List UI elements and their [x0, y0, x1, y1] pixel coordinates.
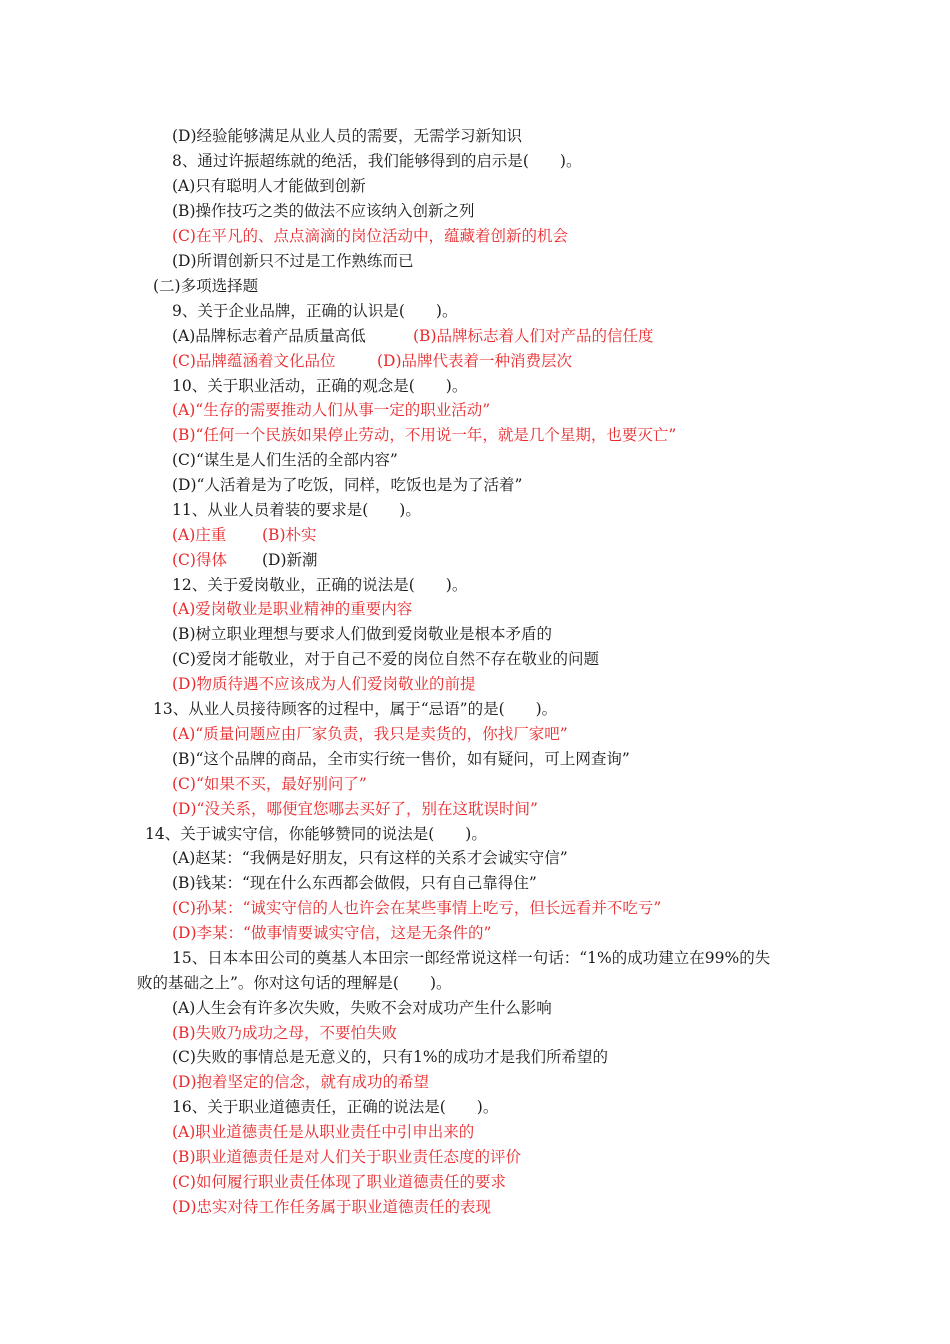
q15-option-c: (C)失败的事情总是无意义的，只有1%的成功才是我们所希望的 — [172, 1048, 609, 1066]
q9-option-c: (C)品牌蕴涵着文化品位 — [172, 352, 336, 370]
q12-option-b: (B)树立职业理想与要求人们做到爱岗敬业是根本矛盾的 — [172, 625, 552, 643]
q8-option-b: (B)操作技巧之类的做法不应该纳入创新之列 — [172, 202, 475, 220]
q15-option-b: (B)失败乃成功之母，不要怕失败 — [172, 1024, 397, 1042]
q15-stem-line-1: 15、日本本田公司的奠基人本田宗一郎经常说这样一句话：“1%的成功建立在99%的失 — [172, 949, 771, 967]
q8-stem: 8、通过许振超练就的绝活，我们能够得到的启示是( )。 — [172, 152, 582, 170]
q12-option-a: (A)爱岗敬业是职业精神的重要内容 — [172, 600, 413, 618]
q16-option-b: (B)职业道德责任是对人们关于职业责任态度的评价 — [172, 1148, 521, 1166]
q15-option-d: (D)抱着坚定的信念，就有成功的希望 — [172, 1073, 430, 1091]
q11-options-ab — [172, 525, 317, 545]
q13-option-b: (B)“这个品牌的商品，全市实行统一售价，如有疑问，可上网查询” — [172, 750, 630, 768]
q13-option-d: (D)“没关系，哪便宜您哪去买好了，别在这耽误时间” — [172, 800, 538, 818]
q8-option-d: (D)所谓创新只不过是工作熟练而已 — [172, 252, 414, 270]
q11-option-c: (C)得体 — [172, 551, 227, 569]
q11-options-cd — [172, 550, 318, 570]
q11-option-a: (A)庄重 — [172, 526, 227, 544]
q16-option-a: (A)职业道德责任是从职业责任中引申出来的 — [172, 1123, 475, 1141]
q13-stem: 13、从业人员接待顾客的过程中，属于“忌语”的是( )。 — [153, 700, 558, 718]
q10-option-b: (B)“任何一个民族如果停止劳动，不用说一年，就是几个星期，也要灭亡” — [172, 426, 677, 444]
q10-option-c: (C)“谋生是人们生活的全部内容” — [172, 451, 398, 469]
q7-option-d: (D)经验能够满足从业人员的需要，无需学习新知识 — [172, 127, 523, 145]
q16-option-d: (D)忠实对待工作任务属于职业道德责任的表现 — [172, 1198, 492, 1216]
q13-option-a: (A)“质量问题应由厂家负责，我只是卖货的，你找厂家吧” — [172, 725, 568, 743]
q9-option-d: (D)品牌代表着一种消费层次 — [377, 352, 573, 370]
q16-option-c: (C)如何履行职业责任体现了职业道德责任的要求 — [172, 1173, 506, 1191]
q10-option-a: (A)“生存的需要推动人们从事一定的职业活动” — [172, 401, 491, 419]
q12-stem: 12、关于爱岗敬业，正确的说法是( )。 — [172, 576, 468, 594]
q9-option-b: (B)品牌标志着人们对产品的信任度 — [413, 327, 654, 345]
q15-option-a: (A)人生会有许多次失败，失败不会对成功产生什么影响 — [172, 999, 552, 1017]
q12-option-d: (D)物质待遇不应该成为人们爱岗敬业的前提 — [172, 675, 476, 693]
q9-options-ab — [172, 326, 654, 346]
q11-option-b: (B)朴实 — [262, 526, 317, 544]
q11-stem: 11、从业人员着装的要求是( )。 — [172, 501, 421, 519]
q11-option-d: (D)新潮 — [262, 551, 318, 569]
q14-option-a: (A)赵某：“我俩是好朋友，只有这样的关系才会诚实守信” — [172, 849, 568, 867]
q9-option-a: (A)品牌标志着产品质量高低 — [172, 327, 366, 345]
q10-option-d: (D)“人活着是为了吃饭，同样，吃饭也是为了活着” — [172, 476, 523, 494]
q14-option-b: (B)钱某：“现在什么东西都会做假，只有自己靠得住” — [172, 874, 537, 892]
q16-stem: 16、关于职业道德责任，正确的说法是( )。 — [172, 1098, 499, 1116]
section-heading-multiple-choice: (二)多项选择题 — [153, 277, 259, 295]
q8-option-c: (C)在平凡的、点点滴滴的岗位活动中，蕴藏着创新的机会 — [172, 227, 568, 245]
q10-stem: 10、关于职业活动，正确的观念是( )。 — [172, 377, 468, 395]
q9-options-cd — [172, 351, 572, 371]
q9-stem: 9、关于企业品牌，正确的认识是( )。 — [172, 302, 458, 320]
q14-option-d: (D)李某：“做事情要诚实守信，这是无条件的” — [172, 924, 492, 942]
q8-option-a: (A)只有聪明人才能做到创新 — [172, 177, 366, 195]
q14-stem: 14、关于诚实守信，你能够赞同的说法是( )。 — [145, 825, 487, 843]
q12-option-c: (C)爱岗才能敬业，对于自己不爱的岗位自然不存在敬业的问题 — [172, 650, 599, 668]
q13-option-c: (C)“如果不买，最好别问了” — [172, 775, 367, 793]
q14-option-c: (C)孙某：“诚实守信的人也许会在某些事情上吃亏，但长远看并不吃亏” — [172, 899, 662, 917]
q15-stem-line-2: 败的基础之上”。你对这句话的理解是( )。 — [137, 974, 452, 992]
